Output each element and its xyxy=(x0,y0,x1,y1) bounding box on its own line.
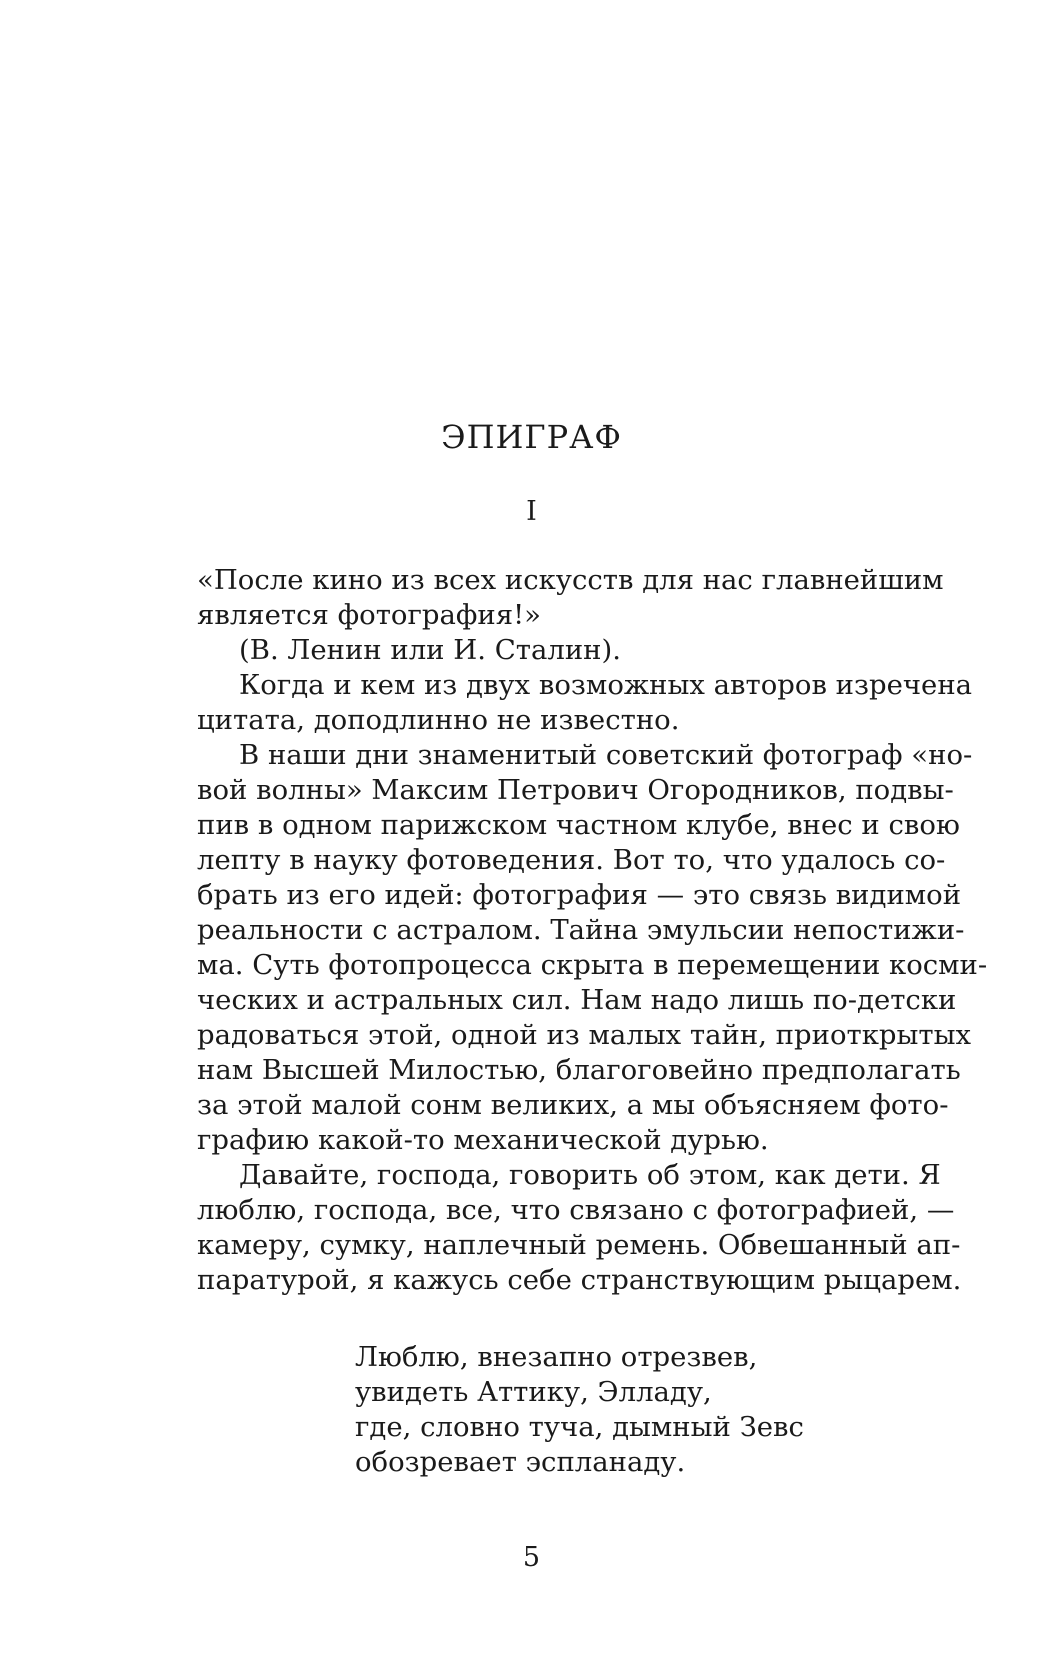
paragraph-line: паратурой, я кажусь себе странствующим рыцарем. xyxy=(197,1264,962,1296)
page-number: 5 xyxy=(522,1542,541,1573)
paragraph-line: радоваться этой, одной из малых тайн, приоткрытых xyxy=(197,1019,972,1051)
paragraph-line: брать из его идей: фотография — это связь видимой xyxy=(197,879,962,911)
epigraph-quote xyxy=(197,563,944,633)
paragraph-line: лепту в науку фотоведения. Вот то, что удалось со- xyxy=(197,844,946,876)
quote-line: является фотография!» xyxy=(197,599,541,631)
paragraph-line: пив в одном парижском частном клубе, внес и свою xyxy=(197,809,960,841)
paragraph-line: Когда и кем из двух возможных авторов изречена xyxy=(239,669,973,701)
paragraph-line: графию какой-то механической дурью. xyxy=(197,1124,769,1156)
paragraph-line: люблю, господа, все, что связано с фотографией, — xyxy=(197,1194,955,1226)
paragraph-line: цитата, доподлинно не известно. xyxy=(197,704,680,736)
poem-stanza xyxy=(355,1340,804,1480)
paragraph-line: ма. Суть фотопроцесса скрыта в перемещении косми- xyxy=(197,949,988,981)
paragraph-line: ческих и астральных сил. Нам надо лишь по-детски xyxy=(197,984,957,1016)
paragraph-line: за этой малой сонм великих, а мы объясняем фото- xyxy=(197,1089,949,1121)
paragraph-line: Давайте, господа, говорить об этом, как дети. Я xyxy=(239,1159,941,1191)
body-text xyxy=(197,563,988,1298)
poem-line: Люблю, внезапно отрезвев, xyxy=(355,1341,758,1373)
paragraph-line: камеру, сумку, наплечный ремень. Обвешанный ап- xyxy=(197,1229,961,1261)
paragraph-gentlemen xyxy=(197,1158,962,1298)
paragraph-authorship xyxy=(197,668,973,738)
poem-line: увидеть Аттику, Элладу, xyxy=(355,1376,712,1408)
paragraph-photographer xyxy=(197,738,988,1158)
paragraph-line: вой волны» Максим Петрович Огородников, подвы- xyxy=(197,774,954,806)
section-number: I xyxy=(526,496,537,527)
attribution-line: (В. Ленин или И. Сталин). xyxy=(239,634,621,666)
poem-line: где, словно туча, дымный Зевс xyxy=(355,1411,804,1443)
quote-line: «После кино из всех искусств для нас главнейшим xyxy=(197,564,944,596)
paragraph-line: реальности с астралом. Тайна эмульсии непостижи- xyxy=(197,914,965,946)
paragraph-line: В наши дни знаменитый советский фотограф «но- xyxy=(239,739,973,771)
quote-attribution xyxy=(197,633,895,668)
chapter-heading: ЭПИГРАФ xyxy=(441,418,622,456)
paragraph-line: нам Высшей Милостью, благоговейно предполагать xyxy=(197,1054,961,1086)
poem-line: обозревает эспланаду. xyxy=(355,1446,686,1478)
